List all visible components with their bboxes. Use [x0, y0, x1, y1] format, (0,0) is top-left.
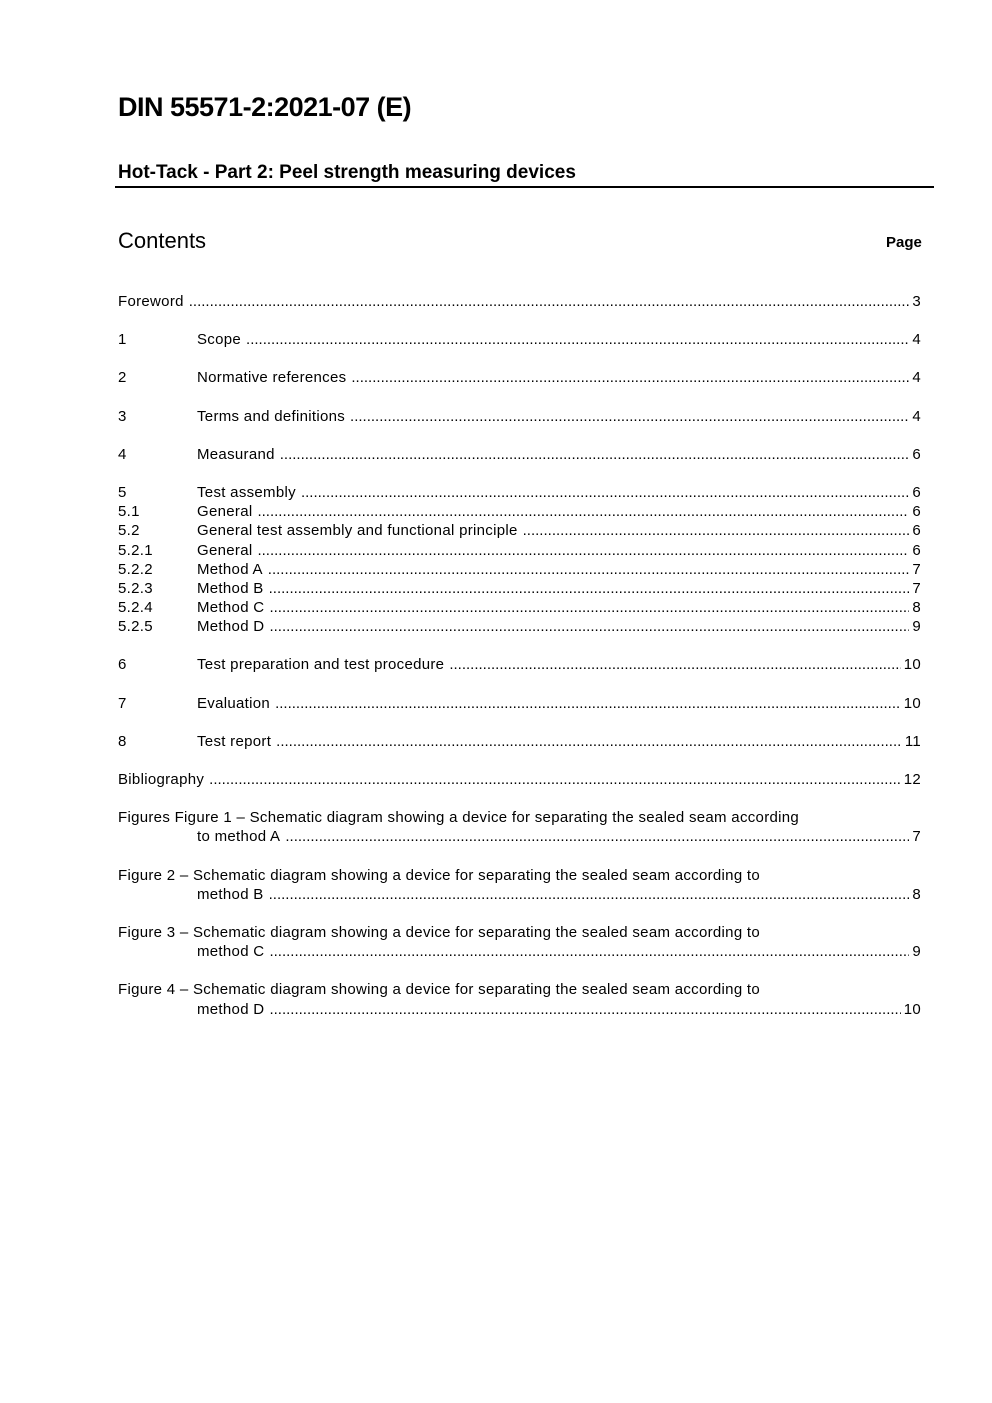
toc-page-number: 9 — [912, 943, 921, 961]
leader-dots — [269, 598, 909, 617]
toc-page-number: 7 — [912, 579, 921, 597]
toc-page-number: 7 — [912, 828, 921, 846]
toc-number: 8 — [118, 732, 127, 750]
toc-entry-figure-2[interactable] — [118, 866, 921, 904]
toc-page-number: 10 — [903, 1000, 921, 1018]
leader-dots — [209, 770, 901, 789]
toc-label: method C — [197, 943, 265, 961]
title-rule — [115, 186, 934, 188]
toc-page-number: 11 — [904, 732, 921, 750]
leader-dots — [276, 732, 902, 751]
toc-number: 7 — [118, 694, 127, 712]
leader-dots — [269, 617, 909, 636]
toc-entry-8[interactable] — [118, 732, 921, 751]
toc-label: Evaluation — [197, 694, 271, 712]
toc-label: Scope — [197, 331, 242, 349]
toc-number: 5.2.5 — [118, 618, 153, 636]
toc-entry-5-2-2[interactable] — [118, 560, 921, 579]
toc-label: Test report — [197, 732, 272, 750]
toc-entry-figure-3[interactable] — [118, 923, 921, 961]
toc-label: to method A — [197, 828, 281, 846]
toc-label: Test preparation and test procedure — [197, 656, 445, 674]
leader-dots — [280, 445, 910, 464]
figure-caption: Figure 3 – Schematic diagram showing a device for separating the sealed seam according to — [118, 923, 761, 941]
toc-label: method D — [197, 1000, 265, 1018]
figure-caption-continuation — [197, 1000, 921, 1019]
figure-caption: Figure 2 – Schematic diagram showing a device for separating the sealed seam according to — [118, 866, 761, 884]
toc-number: 2 — [118, 369, 127, 387]
toc-label: Terms and definitions — [197, 407, 346, 425]
toc-page-number: 6 — [912, 522, 921, 540]
toc-page-number: 3 — [912, 293, 921, 310]
leader-dots — [257, 502, 909, 521]
toc-number: 1 — [118, 331, 127, 349]
toc-entry-5-2-5[interactable] — [118, 617, 921, 636]
toc-number: 5.1 — [118, 503, 140, 521]
toc-page-number: 6 — [912, 445, 921, 463]
toc-entry-figure-1[interactable] — [118, 808, 921, 846]
toc-page-number: 4 — [912, 369, 921, 387]
toc-page-number: 4 — [912, 407, 921, 425]
toc-label: General — [197, 503, 253, 521]
toc-number: 5 — [118, 483, 127, 501]
toc-page-number: 8 — [912, 885, 921, 903]
toc-number: 5.2.2 — [118, 560, 153, 578]
page-column-heading: Page — [886, 234, 922, 251]
toc-entry-5[interactable] — [118, 483, 921, 502]
toc-entry-figure-4[interactable] — [118, 980, 921, 1018]
leader-dots — [275, 694, 901, 713]
figure-caption: Figures Figure 1 – Schematic diagram showing a device for separating the sealed seam according — [118, 809, 800, 827]
toc-label: General test assembly and functional principle — [197, 522, 518, 540]
figure-caption-continuation — [197, 942, 921, 961]
toc-page-number: 7 — [912, 560, 921, 578]
toc-entry-5-1[interactable] — [118, 502, 921, 521]
toc-number: 5.2.3 — [118, 579, 153, 597]
toc-page-number: 9 — [912, 618, 921, 636]
leader-dots — [351, 368, 909, 387]
leader-dots — [449, 655, 900, 674]
leader-dots — [268, 560, 910, 579]
toc-page-number: 10 — [903, 694, 921, 712]
toc-entry-4[interactable] — [118, 445, 921, 464]
toc-page-number: 8 — [912, 599, 921, 617]
leader-dots — [350, 407, 909, 426]
leader-dots — [301, 483, 909, 502]
toc-entry-7[interactable] — [118, 694, 921, 713]
toc-entry-5-2-3[interactable] — [118, 579, 921, 598]
leader-dots — [246, 330, 909, 349]
toc-page-number: 6 — [912, 541, 921, 559]
toc-entry-6[interactable] — [118, 655, 921, 674]
leader-dots — [257, 541, 909, 560]
leader-dots — [269, 1000, 900, 1019]
figure-caption-continuation — [197, 885, 921, 904]
toc-number: 5.2.4 — [118, 599, 153, 617]
toc-page-number: 6 — [912, 503, 921, 521]
toc-number: 4 — [118, 445, 127, 463]
toc-entry-2[interactable] — [118, 368, 921, 387]
toc-number: 6 — [118, 656, 127, 674]
toc-number: 5.2.1 — [118, 541, 153, 559]
toc-label: method B — [197, 885, 264, 903]
toc-page-number: 10 — [903, 656, 921, 674]
table-of-contents — [118, 292, 921, 1019]
toc-label: General — [197, 541, 253, 559]
toc-page-number: 6 — [912, 483, 921, 501]
contents-heading: Contents — [118, 228, 207, 253]
toc-label: Method A — [197, 560, 263, 578]
toc-entry-5-2-4[interactable] — [118, 598, 921, 617]
leader-dots — [269, 579, 910, 598]
figure-caption: Figure 4 – Schematic diagram showing a device for separating the sealed seam according to — [118, 981, 761, 999]
toc-label: Normative references — [197, 369, 347, 387]
figure-caption-continuation — [197, 827, 921, 846]
toc-page-number: 4 — [912, 331, 921, 349]
toc-entry-1[interactable] — [118, 330, 921, 349]
toc-label: Measurand — [197, 445, 275, 463]
toc-label: Method D — [197, 618, 265, 636]
leader-dots — [269, 942, 909, 961]
toc-entry-bibliography[interactable] — [118, 770, 921, 789]
leader-dots — [269, 885, 910, 904]
toc-label: Foreword — [118, 293, 184, 310]
document-id: DIN 55571-2:2021-07 (E) — [118, 92, 412, 122]
toc-entry-3[interactable] — [118, 407, 921, 426]
toc-label: Method B — [197, 579, 264, 597]
leader-dots — [285, 827, 909, 846]
toc-label: Test assembly — [197, 483, 296, 501]
toc-entry-foreword[interactable] — [118, 292, 921, 311]
document-subtitle: Hot-Tack - Part 2: Peel strength measuring devices — [118, 162, 576, 183]
toc-entry-5-2[interactable] — [118, 521, 921, 540]
toc-page-number: 12 — [903, 771, 921, 788]
toc-number: 5.2 — [118, 522, 140, 540]
leader-dots — [523, 521, 910, 540]
toc-number: 3 — [118, 407, 127, 425]
leader-dots — [189, 292, 910, 311]
toc-label: Method C — [197, 599, 265, 617]
toc-label: Bibliography — [118, 771, 205, 788]
toc-entry-5-2-1[interactable] — [118, 541, 921, 560]
